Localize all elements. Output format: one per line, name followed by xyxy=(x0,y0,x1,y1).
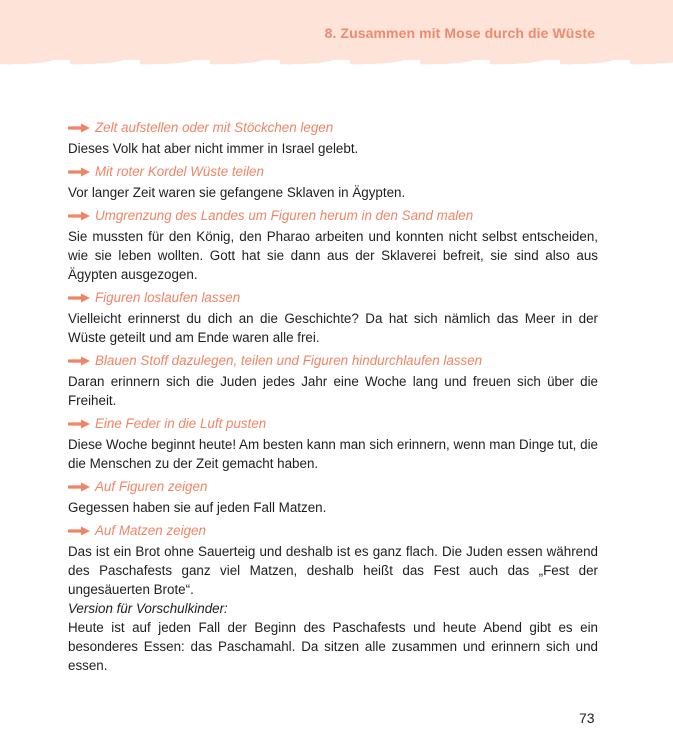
header-band xyxy=(0,0,673,60)
arrow-right-icon xyxy=(68,292,92,304)
story-paragraph: Diese Woche beginnt heute! Am besten kann man sich erinnern, wenn man Dinge tut, die die Menschen zu der Zeit gemacht haben. xyxy=(68,437,598,471)
instruction xyxy=(68,475,598,498)
page-number: 73 xyxy=(579,710,595,726)
version-label: Version für Vorschulkinder: xyxy=(68,601,228,616)
arrow-right-icon xyxy=(68,355,92,367)
story-paragraph: Gegessen haben sie auf jeden Fall Matzen. xyxy=(68,500,327,515)
instruction-text: Eine Feder in die Luft pusten xyxy=(95,416,267,431)
arrow-right-icon xyxy=(68,210,92,222)
instruction xyxy=(68,116,598,139)
arrow-right-icon xyxy=(68,418,92,430)
instruction-text: Auf Figuren zeigen xyxy=(95,479,208,494)
instruction-text: Auf Matzen zeigen xyxy=(95,523,206,538)
instruction xyxy=(68,519,598,542)
arrow-right-icon xyxy=(68,481,92,493)
chapter-title: 8. Zusammen mit Mose durch die Wüste xyxy=(324,25,595,41)
version-paragraph: Heute ist auf jeden Fall der Beginn des Paschafests und heute Abend gibt es ein besonderes Essen: das Paschamahl. Da sitzen alle zusammen und erinnern sich und essen. xyxy=(68,620,598,673)
arrow-right-icon xyxy=(68,525,92,537)
story-paragraph: Vielleicht erinnerst du dich an die Geschichte? Da hat sich nämlich das Meer in der Wüste geteilt und am Ende waren alle frei. xyxy=(68,311,598,345)
arrow-right-icon xyxy=(68,166,92,178)
instruction-text: Blauen Stoff dazulegen, teilen und Figuren hindurchlaufen lassen xyxy=(95,353,483,368)
story-paragraph: Vor langer Zeit waren sie gefangene Sklaven in Ägypten. xyxy=(68,185,406,200)
instruction-text: Zelt aufstellen oder mit Stöckchen legen xyxy=(95,120,334,135)
instruction-text: Umgrenzung des Landes um Figuren herum in den Sand malen xyxy=(95,208,474,223)
page-content xyxy=(68,114,598,675)
instruction-text: Mit roter Kordel Wüste teilen xyxy=(95,164,264,179)
story-paragraph: Das ist ein Brot ohne Sauerteig und deshalb ist es ganz flach. Die Juden essen während des Paschafests ganz viel Matzen, deshalb heißt das Fest auch das „Fest der ungesäuerten Brote“. xyxy=(68,544,598,597)
story-paragraph: Dieses Volk hat aber nicht immer in Israel gelebt. xyxy=(68,141,359,156)
instruction xyxy=(68,160,598,183)
instruction xyxy=(68,412,598,435)
instruction xyxy=(68,286,598,309)
instruction xyxy=(68,204,598,227)
arrow-right-icon xyxy=(68,122,92,134)
story-paragraph: Daran erinnern sich die Juden jedes Jahr eine Woche lang und freuen sich über die Freiheit. xyxy=(68,374,598,408)
instruction xyxy=(68,349,598,372)
story-paragraph: Sie mussten für den König, den Pharao arbeiten und konnten nicht selbst entscheiden, wie sie leben wollten. Gott hat sie dann aus der Sklaverei befreit, sie sind also aus Ägypten ausgezogen. xyxy=(68,229,598,282)
instruction-text: Figuren loslaufen lassen xyxy=(95,290,241,305)
